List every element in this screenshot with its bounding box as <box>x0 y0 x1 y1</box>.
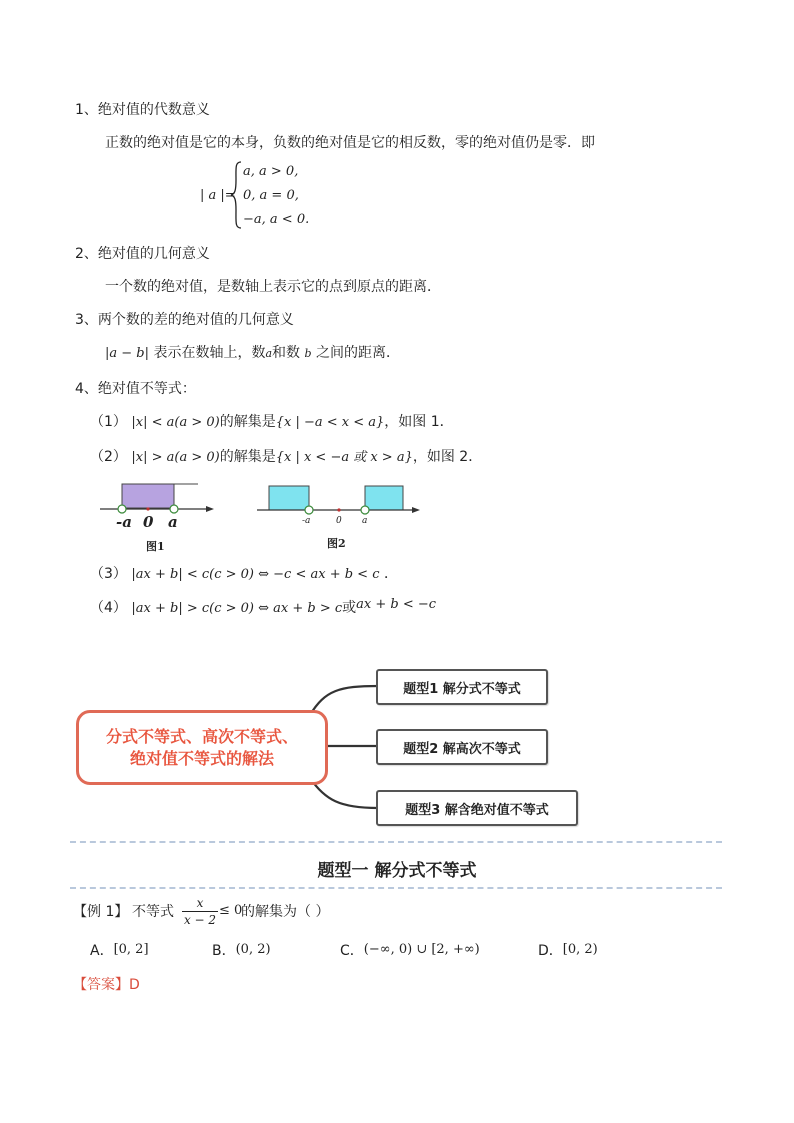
fraction <box>182 896 218 927</box>
mindmap-topic-3: 题型3 解含绝对值不等式 <box>376 790 578 826</box>
abs-algebraic-text: 正数的绝对值是它的本身，负数的绝对值是它的相反数，零的绝对值仍是零．即 <box>105 135 595 151</box>
fig1-origin-point <box>146 507 149 510</box>
fig1-open-point-left <box>118 505 126 513</box>
item-end: ，如图 1． <box>384 414 454 430</box>
heading-abs-geometric: 2、绝对值的几何意义 <box>75 246 210 262</box>
item-expr: |ax + b| > c(c > 0) ⇔ ax + b > c <box>131 601 343 616</box>
fig2-label-neg-a: -a <box>302 516 311 526</box>
option-b-key: B． <box>212 943 236 959</box>
example-1-post: 的解集为（ ） <box>241 904 330 920</box>
item-set: {x | −a < x < a} <box>275 415 385 430</box>
abs-difference-text-b: 和数 <box>272 345 301 361</box>
option-d <box>538 942 598 961</box>
fig2-open-point-right <box>361 506 369 514</box>
fig1-open-point-right <box>170 505 178 513</box>
answer-label: 【答案】 <box>73 977 129 993</box>
abs-difference-text-c: 之间的距离． <box>315 345 400 361</box>
fig2-left-ray-fill <box>269 486 309 510</box>
fraction-denominator: x − 2 <box>183 913 217 927</box>
item-end: ，如图 2． <box>412 449 483 465</box>
fraction-bar <box>182 911 218 912</box>
abs-difference-line <box>105 344 400 363</box>
item-number: （4） <box>90 600 127 616</box>
fig1-label-zero: 0 <box>143 513 154 531</box>
fig2-origin-point <box>337 508 340 511</box>
fig2-right-ray-fill <box>365 486 403 510</box>
item-end: ． <box>383 566 398 582</box>
inequality-item-3 <box>90 565 398 584</box>
option-c-key: C． <box>340 943 364 959</box>
option-c <box>340 942 480 961</box>
heading-abs-algebraic: 1、绝对值的代数意义 <box>75 102 210 118</box>
fig1-interval-fill <box>122 484 174 508</box>
fraction-numerator: x <box>196 896 204 910</box>
item-set: {x | x < −a 或 x > a} <box>275 450 413 465</box>
option-b-value: (0, 2) <box>235 942 271 957</box>
mindmap-main-topic <box>76 710 328 785</box>
mindmap-topic-2: 题型2 解高次不等式 <box>376 729 548 765</box>
left-brace <box>229 160 243 230</box>
mindmap-topic-1: 题型1 解分式不等式 <box>376 669 548 705</box>
abs-difference-expr: |a − b| <box>105 346 149 361</box>
item-mid: 或 <box>342 600 357 616</box>
item-number: （3） <box>90 566 127 582</box>
mindmap-main-line-2: 绝对值不等式的解法 <box>129 748 274 768</box>
section-title: 题型一 解分式不等式 <box>317 861 477 881</box>
heading-abs-inequality: 4、绝对值不等式： <box>75 381 196 397</box>
divider-top <box>70 841 722 843</box>
abs-formula-lhs: | a |= <box>200 188 236 203</box>
fig2-label-zero: 0 <box>336 516 342 526</box>
abs-difference-text-a: 表示在数轴上，数 <box>153 345 266 361</box>
fig2-label-a: a <box>362 516 368 526</box>
item-number: （2） <box>90 449 127 465</box>
option-c-value: (−∞, 0) ∪ [2, +∞) <box>363 942 480 957</box>
option-d-key: D． <box>538 943 563 959</box>
mindmap-main-line-1: 分式不等式、高次不等式、 <box>105 726 298 746</box>
answer-value: D <box>129 977 140 993</box>
abs-geometric-text: 一个数的绝对值，是数轴上表示它的点到原点的距离． <box>105 279 441 295</box>
answer <box>73 976 140 994</box>
option-a-value: [0, 2] <box>113 942 149 957</box>
divider-bottom <box>70 887 722 889</box>
option-d-value: [0, 2) <box>562 942 598 957</box>
example-1-relation: ≤ 0 <box>219 903 243 918</box>
item-expr: |ax + b| < c(c > 0) ⇔ −c < ax + b < c <box>131 567 380 582</box>
var-a: a <box>265 347 273 360</box>
fig1-label-a: a <box>168 513 178 531</box>
item-mid: 的解集是 <box>219 414 276 430</box>
fig1-label-neg-a: -a <box>116 513 132 531</box>
fig2-open-point-left <box>305 506 313 514</box>
fig2-caption: 图2 <box>327 537 346 550</box>
item-expr: |x| > a(a > 0) <box>131 450 220 465</box>
heading-abs-difference: 3、两个数的差的绝对值的几何意义 <box>75 312 294 328</box>
option-a-key: A． <box>90 943 114 959</box>
option-a <box>90 942 149 961</box>
fig1-caption: 图1 <box>146 540 165 553</box>
item-mid: 的解集是 <box>219 449 276 465</box>
item-expr2: ax + b < −c <box>356 597 437 612</box>
option-b <box>212 942 271 961</box>
item-expr: |x| < a(a > 0) <box>131 415 220 430</box>
example-1-pre: 不等式 <box>132 904 174 920</box>
item-number: （1） <box>90 414 127 430</box>
example-1-label: 【例 1】 <box>73 904 129 920</box>
case-negative: −a, a < 0. <box>243 212 310 227</box>
case-zero: 0, a = 0, <box>243 188 299 203</box>
var-b: b <box>304 347 312 360</box>
inequality-item-2 <box>90 448 482 467</box>
case-positive: a, a > 0, <box>243 164 299 179</box>
inequality-item-1 <box>90 413 454 432</box>
inequality-item-4 <box>90 599 436 618</box>
